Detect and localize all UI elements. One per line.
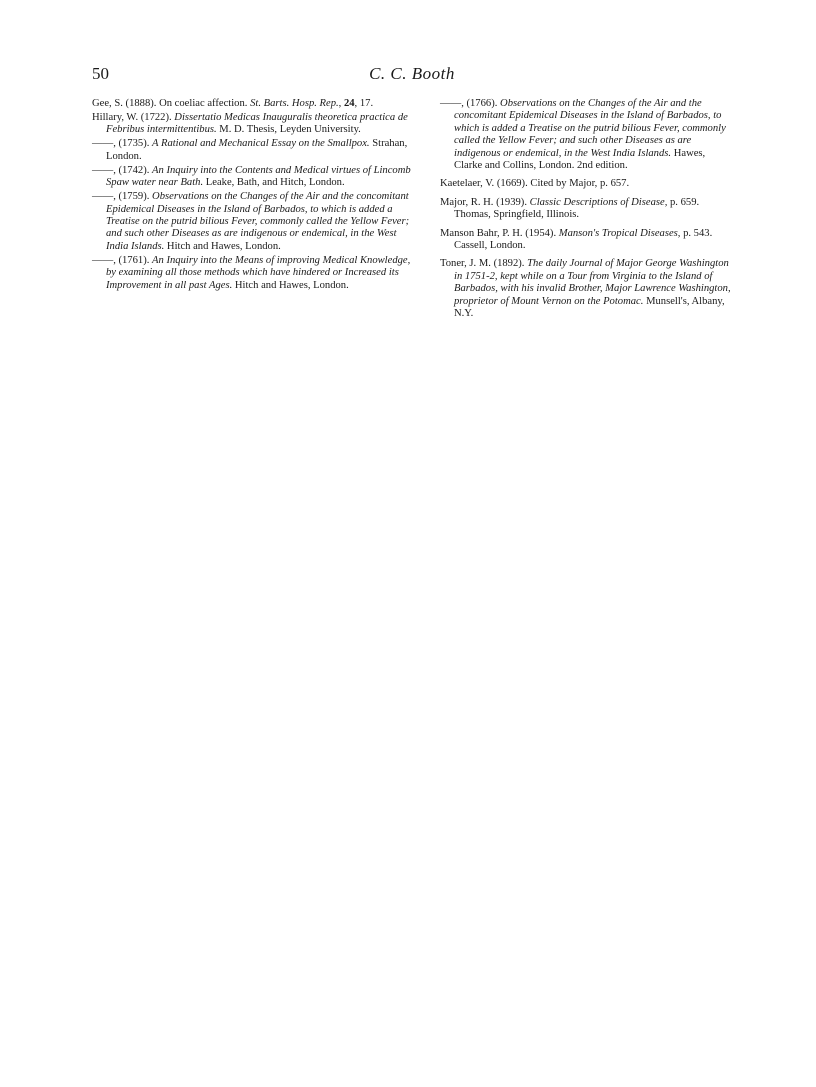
page-header: [92, 64, 732, 86]
reference-publisher: Hitch and Hawes, London.: [166, 240, 281, 252]
reference-author: Gee, S. (1888). On coeliac affection.: [92, 98, 248, 109]
reference-publisher: Strahan, London.: [106, 138, 408, 162]
reference-entry: [92, 98, 420, 110]
reference-entry: [92, 255, 420, 292]
reference-entry: [440, 197, 736, 222]
reference-publisher: Hitch and Hawes, London.: [234, 279, 349, 291]
reference-title: An Inquiry into the Means of improving Medical Knowledge, by examining all those methods which have hindered or Increased its Improvement in all past Ages.: [106, 254, 411, 291]
reference-title: Classic Descriptions of Disease,: [529, 196, 668, 208]
reference-publisher: p. 543. Cassell, London.: [454, 227, 713, 252]
reference-entry: [92, 165, 420, 190]
reference-title: Dissertatio Medicas Inauguralis theoretica practica de Febribus intermittentibus.: [106, 112, 408, 136]
reference-author: ——, (1766).: [440, 98, 498, 109]
reference-entry: [92, 191, 420, 253]
reference-publisher: Leake, Bath, and Hitch, London.: [205, 177, 345, 189]
reference-title: A Rational and Mechanical Essay on the Smallpox.: [152, 138, 370, 150]
reference-author: ——, (1759).: [92, 191, 150, 203]
reference-author: Major, R. H. (1939).: [440, 196, 527, 208]
reference-title: St. Barts. Hosp. Rep.: [250, 98, 339, 109]
reference-author: ——, (1761).: [92, 254, 150, 266]
reference-publisher: Hawes, Clarke and Collins, London. 2nd edition.: [454, 147, 706, 172]
reference-title: The daily Journal of Major George Washington in 1751-2, kept while on a Tour from Virginia to the Island of Barbados, with his invalid Brother, Major Lawrence Washington, proprietor of Mount Vernon on the Potomac.: [454, 258, 731, 307]
reference-publisher: p. 659. Thomas, Springfield, Illinois.: [454, 196, 700, 221]
reference-publisher: M. D. Thesis, Leyden University.: [219, 124, 361, 136]
reference-author: Toner, J. M. (1892).: [440, 258, 525, 270]
reference-title: Manson's Tropical Diseases,: [558, 227, 681, 239]
reference-author: Kaetelaer, V. (1669). Cited by Major, p. 657.: [440, 178, 630, 190]
reference-entry: [440, 178, 736, 190]
reference-author: Hillary, W. (1722).: [92, 112, 172, 123]
reference-title: Observations on the Changes of the Air and the concomitant Epidemical Diseases in the Island of Barbados, to which is added a Treatise on the putrid bilious Fever, commonly called the Yellow Fever; and such other Diseases as are indigenous or endemical, in the West India Islands.: [454, 98, 726, 159]
reference-entry: [440, 258, 736, 320]
page-number: 50: [92, 64, 109, 83]
reference-separator: ,: [338, 98, 344, 109]
reference-entry: [440, 228, 736, 253]
references-left-column: [92, 98, 420, 294]
reference-author: ——, (1742).: [92, 164, 150, 176]
reference-entry: [440, 98, 736, 172]
reference-author: Manson Bahr, P. H. (1954).: [440, 227, 557, 239]
references-right-column: [440, 98, 736, 327]
reference-publisher: Munsell's, Albany, N.Y.: [454, 295, 725, 320]
reference-volume: 24: [343, 98, 355, 109]
reference-title: An Inquiry into the Contents and Medical virtues of Lincomb Spaw water near Bath.: [106, 164, 411, 189]
reference-pages: , 17.: [354, 98, 374, 109]
reference-author: ——, (1735).: [92, 138, 150, 150]
reference-entry: [92, 138, 420, 163]
running-head: C. C. Booth: [369, 64, 455, 83]
reference-title: Observations on the Changes of the Air and the concomitant Epidemical Diseases in the Island of Barbados, to which is added a Treatise on the putrid bilious Fever, commonly called the Yellow Fever; and such other Diseases as are indigenous or endemical, in the West India Islands.: [106, 191, 410, 252]
reference-entry: [92, 112, 420, 137]
